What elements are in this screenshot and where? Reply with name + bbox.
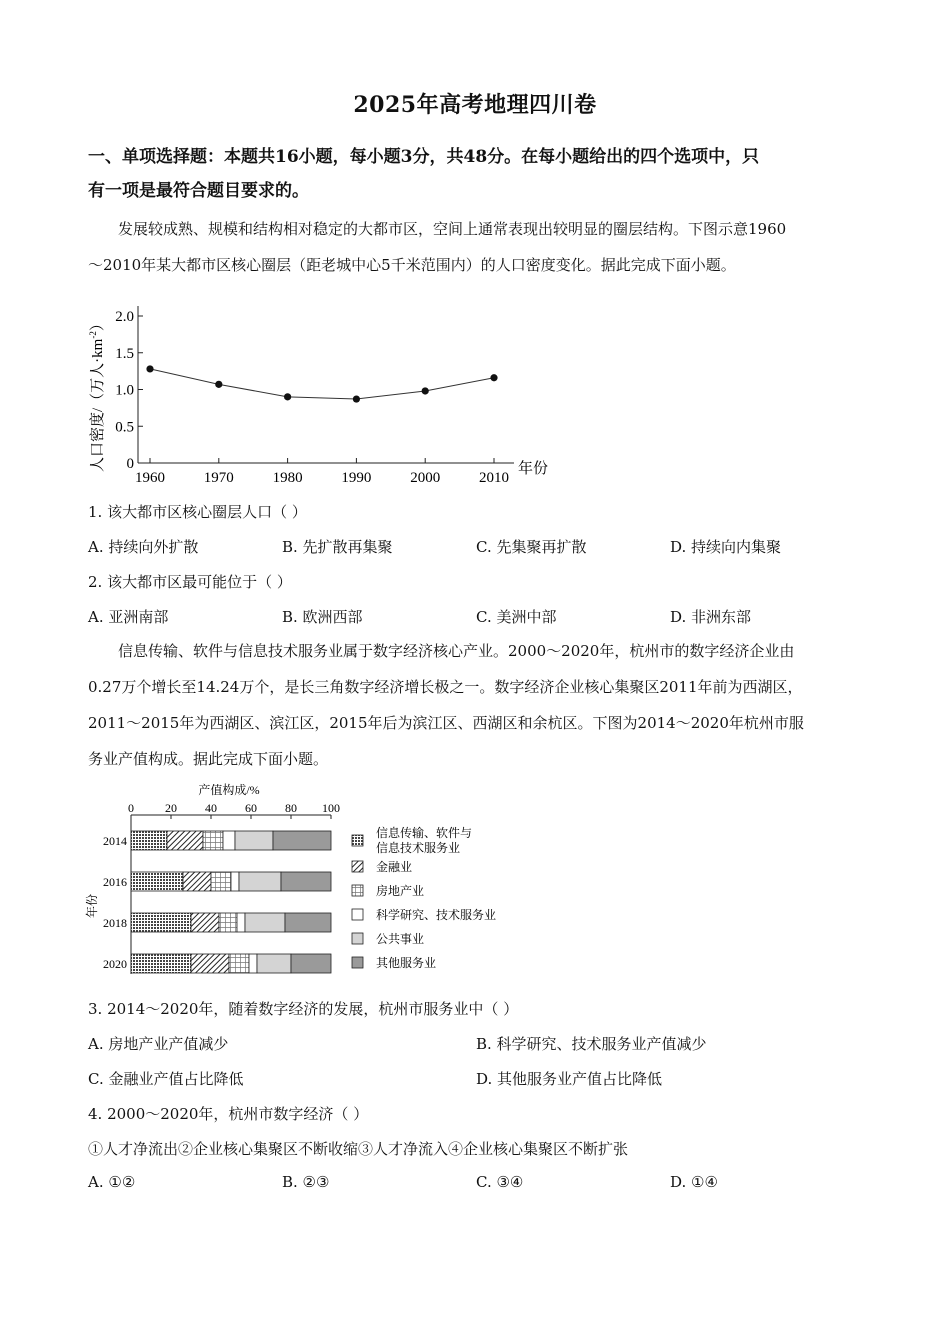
- chart2-legend-swatch: [352, 933, 363, 944]
- chart2-bar-segment: [191, 913, 219, 932]
- chart2-y-axis-label: 年份: [85, 893, 99, 919]
- chart2-legend-swatch: [352, 835, 363, 846]
- chart2-bar-segment: [183, 872, 211, 891]
- x-tick-label: 1970: [203, 470, 234, 486]
- x-tick-label: 1960: [135, 470, 165, 486]
- chart2-legend-label: 房地产业: [376, 884, 425, 898]
- q4-option-b[interactable]: B. ②③: [282, 1173, 330, 1191]
- chart2-x-tick-label: 0: [128, 801, 134, 815]
- x-tick-label: 1990: [341, 470, 372, 486]
- chart2-bar-segment: [229, 954, 249, 973]
- y-tick-label: 1.5: [115, 345, 134, 362]
- chart2-bar-segment: [239, 872, 281, 891]
- service-output-chart: [85, 780, 528, 980]
- chart2-bar-segment: [231, 872, 239, 891]
- q3-option-a[interactable]: A. 房地产业产值减少: [88, 1035, 229, 1053]
- passage-1-line1: 发展较成熟、规模和结构相对稳定的大都市区，空间上通常表现出较明显的圈层结构。下图示意1960: [118, 220, 787, 238]
- chart2-bar-segment: [211, 872, 231, 891]
- chart2-bar-segment: [131, 913, 191, 932]
- chart2-bar-segment: [131, 831, 167, 850]
- chart2-bar-segment: [219, 913, 237, 932]
- chart2-bar-segment: [131, 872, 183, 891]
- x-tick-label: 2010: [479, 470, 509, 486]
- chart2-year-label: 2014: [103, 834, 127, 848]
- chart2-year-label: 2020: [103, 957, 127, 971]
- y-axis-label: [88, 316, 106, 472]
- section-heading-line1: 一、单项选择题：本题共16小题，每小题3分，共48分。在每小题给出的四个选项中，只: [88, 147, 760, 167]
- chart2-legend-label: 信息技术服务业: [376, 841, 461, 855]
- density-data-point: [146, 365, 153, 372]
- chart2-legend-label: 信息传输、软件与: [376, 826, 473, 840]
- question-3-options-row1: [88, 1033, 868, 1055]
- x-tick-label: 2000: [410, 470, 441, 486]
- chart2-bar-segment: [291, 954, 331, 973]
- question-2-options: [88, 606, 868, 628]
- question-3-options-row2: [88, 1068, 868, 1090]
- chart2-legend-label: 金融业: [376, 860, 413, 874]
- density-series-line: [150, 369, 494, 399]
- chart2-bar-segment: [237, 913, 245, 932]
- chart2-bar-segment: [223, 831, 235, 850]
- chart2-legend-swatch: [352, 861, 363, 872]
- q2-option-a[interactable]: A. 亚洲南部: [88, 608, 169, 626]
- question-3-stem: 3. 2014～2020年，随着数字经济的发展，杭州市服务业中（ ）: [88, 1000, 519, 1018]
- density-data-point: [353, 395, 360, 402]
- chart2-bar-segment: [191, 954, 229, 973]
- density-data-point: [490, 374, 497, 381]
- q2-option-b[interactable]: B. 欧洲西部: [282, 608, 363, 626]
- density-data-point: [284, 393, 291, 400]
- question-1-options: [88, 536, 868, 558]
- q3-option-c[interactable]: C. 金融业产值占比降低: [88, 1070, 244, 1088]
- chart2-x-tick-label: 100: [322, 801, 340, 815]
- q4-option-c[interactable]: C. ③④: [476, 1173, 524, 1191]
- question-4-statements: ①人才净流出②企业核心集聚区不断收缩③人才净流入④企业核心集聚区不断扩张: [88, 1140, 629, 1158]
- chart2-year-label: 2016: [103, 875, 127, 889]
- question-4-options: [88, 1173, 868, 1195]
- y-tick-label: 0: [126, 456, 134, 472]
- q3-option-d[interactable]: D. 其他服务业产值占比降低: [476, 1070, 663, 1088]
- passage-2-line3: 2011～2015年为西湖区、滨江区，2015年后为滨江区、西湖区和余杭区。下图为2014～2020年杭州市服: [88, 714, 804, 732]
- passage-1: [88, 211, 868, 283]
- q1-option-d[interactable]: D. 持续向内集聚: [670, 538, 782, 556]
- chart2-bar-segment: [249, 954, 257, 973]
- chart2-x-tick-label: 20: [165, 801, 177, 815]
- chart2-bar-segment: [131, 954, 191, 973]
- chart2-legend-label: 公共事业: [376, 932, 425, 946]
- q4-option-d[interactable]: D. ①④: [670, 1173, 718, 1191]
- passage-2-line1: 信息传输、软件与信息技术服务业属于数字经济核心产业。2000～2020年，杭州市的数字经济企业由: [118, 642, 795, 660]
- chart2-title: 产值构成/%: [198, 783, 260, 797]
- q2-option-c[interactable]: C. 美洲中部: [476, 608, 557, 626]
- chart2-x-tick-label: 40: [205, 801, 217, 815]
- chart2-bar-segment: [245, 913, 285, 932]
- chart2-year-label: 2018: [103, 916, 127, 930]
- chart2-legend-swatch: [352, 885, 363, 896]
- section-heading-line2: 有一项是最符合题目要求的。: [88, 181, 309, 201]
- y-tick-label: 1.0: [115, 382, 134, 399]
- q1-option-a[interactable]: A. 持续向外扩散: [88, 538, 199, 556]
- q1-option-c[interactable]: C. 先集聚再扩散: [476, 538, 587, 556]
- chart2-bar-segment: [273, 831, 331, 850]
- chart2-bar-segment: [203, 831, 223, 850]
- y-axis-label-main: 人口密度/（万人·km: [90, 338, 106, 472]
- chart2-x-tick-label: 80: [285, 801, 297, 815]
- question-1-stem: 1. 该大都市区核心圈层人口（ ）: [88, 503, 307, 521]
- question-2-stem: 2. 该大都市区最可能位于（ ）: [88, 573, 292, 591]
- passage-1-line2: ～2010年某大都市区核心圈层（距老城中心5千米范围内）的人口密度变化。据此完成下面小题。: [88, 256, 736, 274]
- section-heading: [88, 140, 868, 208]
- y-tick-label: 2.0: [115, 309, 134, 325]
- chart2-legend-swatch: [352, 957, 363, 968]
- q1-option-b[interactable]: B. 先扩散再集聚: [282, 538, 393, 556]
- density-data-point: [422, 387, 429, 394]
- y-tick-label: 0.5: [115, 419, 134, 436]
- question-4-stem: 4. 2000～2020年，杭州市数字经济（ ）: [88, 1105, 369, 1123]
- x-tick-label: 1980: [272, 470, 303, 486]
- chart2-bar-segment: [285, 913, 331, 932]
- chart2-legend-label: 科学研究、技术服务业: [376, 908, 497, 922]
- q2-option-d[interactable]: D. 非洲东部: [670, 608, 752, 626]
- passage-2-line2: 0.27万个增长至14.24万个，是长三角数字经济增长极之一。数字经济企业核心集聚区2011年前为西湖区，: [88, 678, 803, 696]
- page-title: 2025年高考地理四川卷: [353, 92, 597, 118]
- chart2-x-tick-label: 60: [245, 801, 257, 815]
- chart2-bar-segment: [167, 831, 203, 850]
- chart2-legend-label: 其他服务业: [376, 956, 437, 970]
- chart2-bar-segment: [257, 954, 291, 973]
- chart2-legend-swatch: [352, 909, 363, 920]
- y-axis-label-sup: -2: [88, 331, 98, 339]
- passage-2: [88, 633, 868, 777]
- passage-2-line4: 务业产值构成。据此完成下面小题。: [88, 750, 329, 768]
- density-data-point: [215, 381, 222, 388]
- chart2-bar-segment: [235, 831, 273, 850]
- population-density-chart: [88, 292, 568, 492]
- q3-option-b[interactable]: B. 科学研究、技术服务业产值减少: [476, 1035, 707, 1053]
- y-axis-label-close: ）: [90, 316, 106, 332]
- chart2-bar-segment: [281, 872, 331, 891]
- q4-option-a[interactable]: A. ①②: [88, 1173, 136, 1191]
- x-axis-label: 年份: [518, 461, 549, 477]
